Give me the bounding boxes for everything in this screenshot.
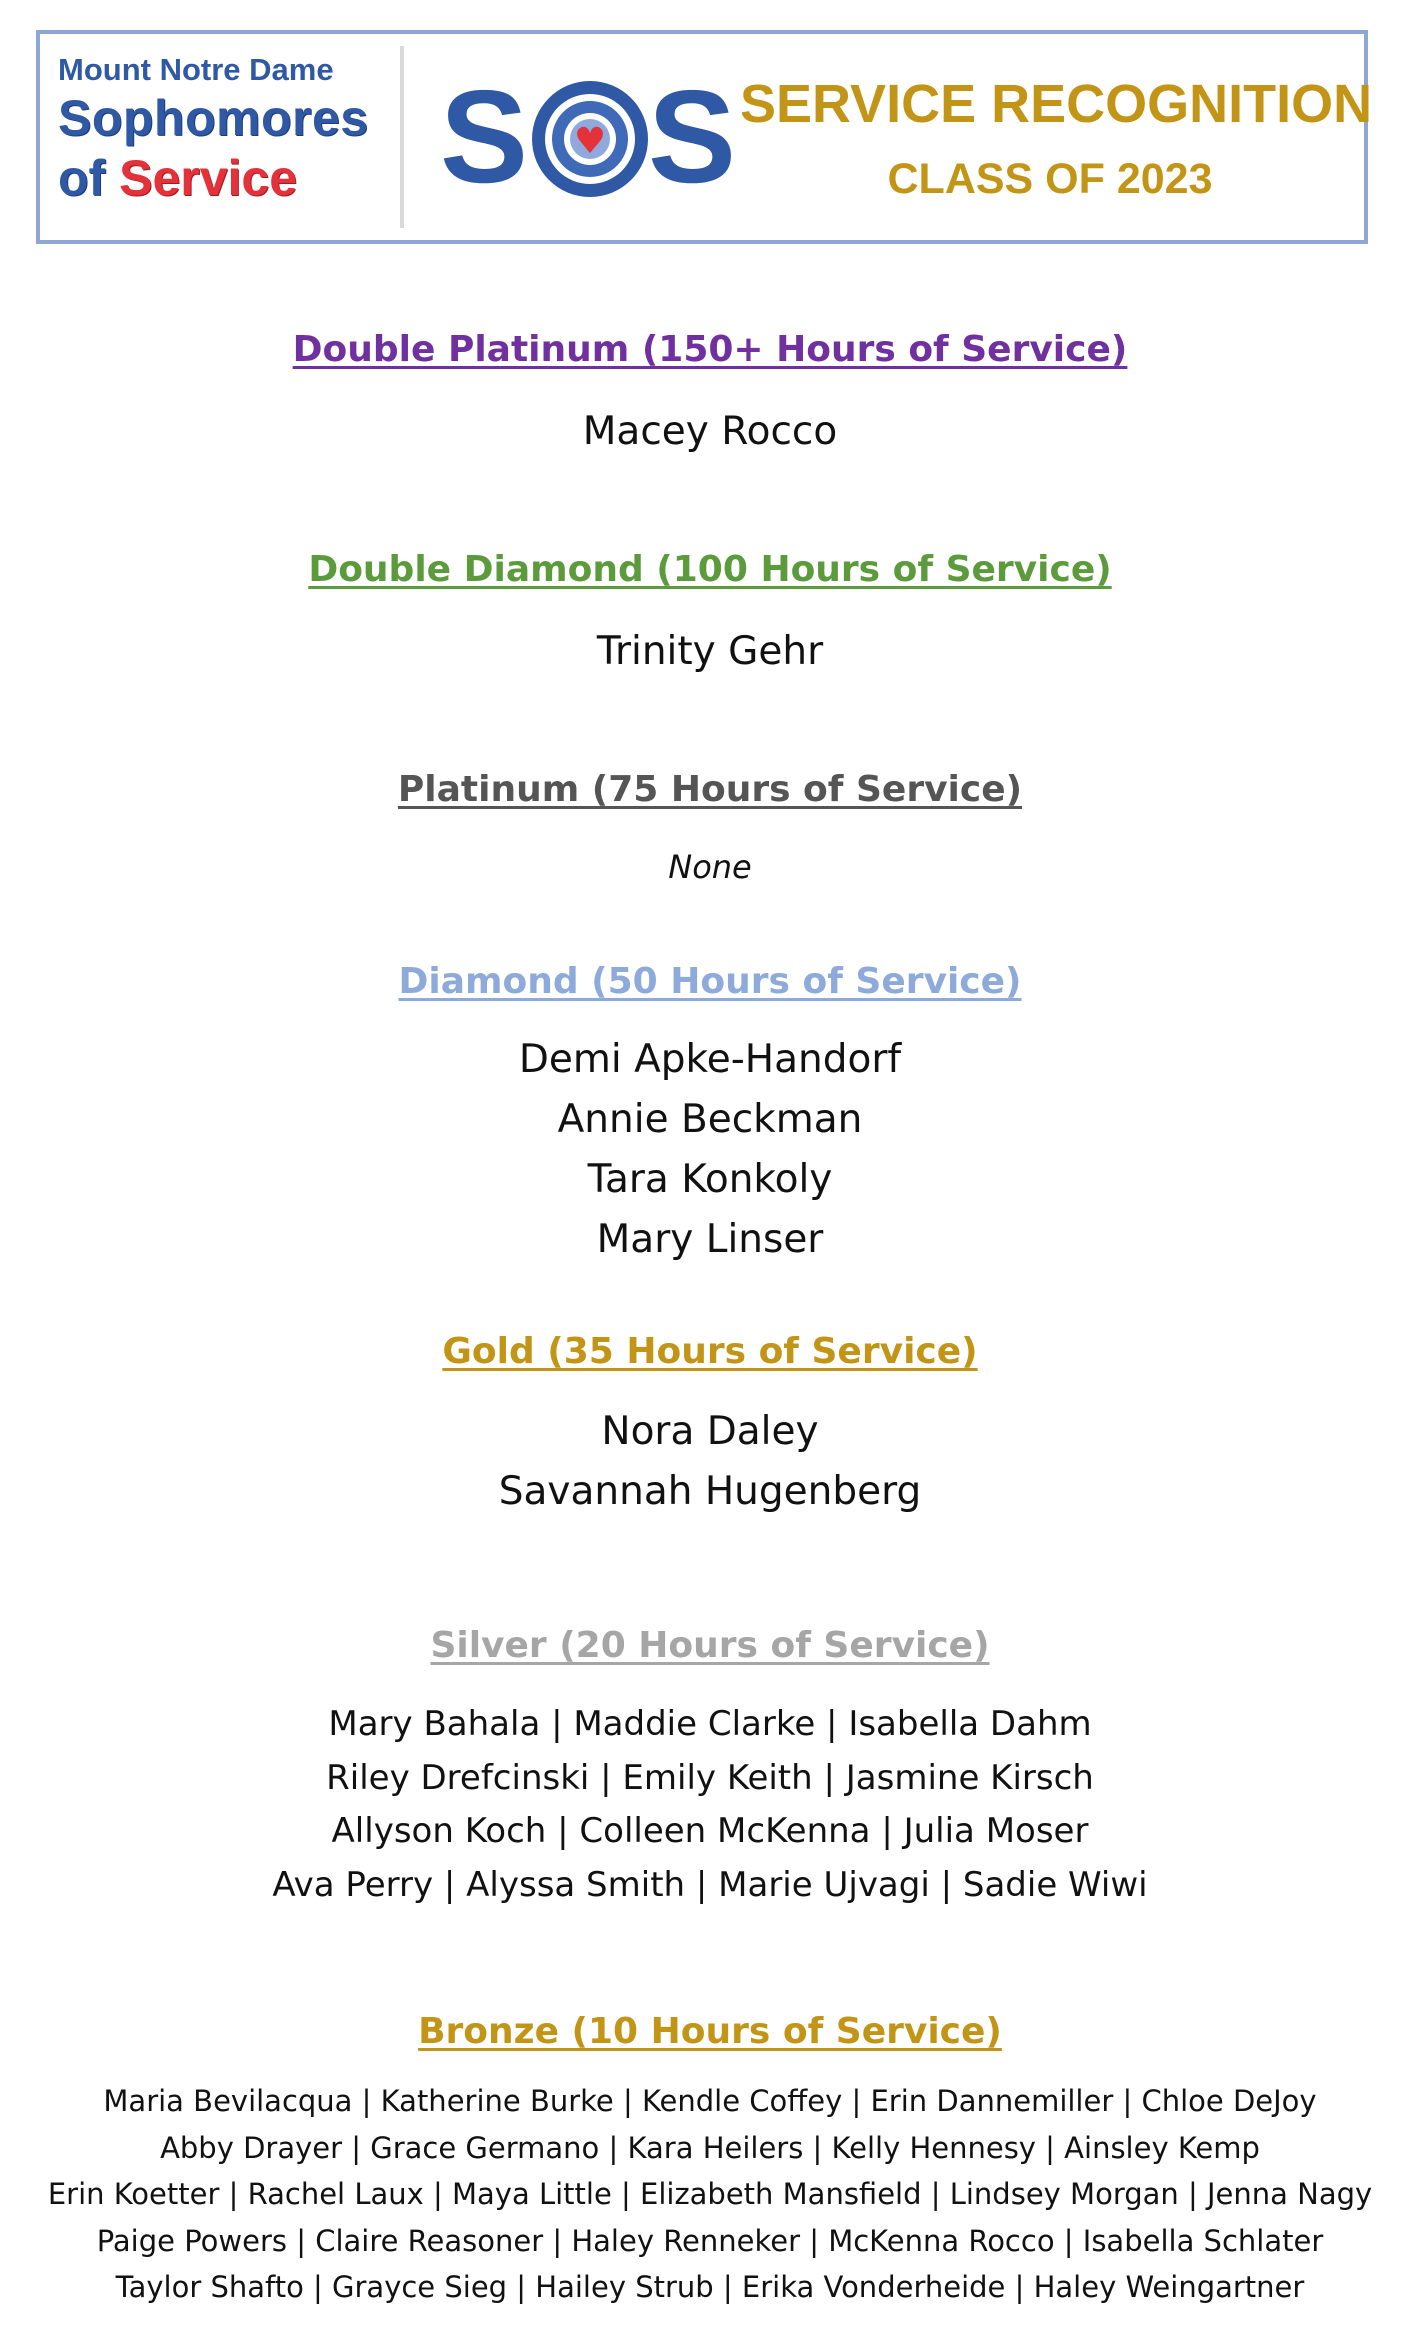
tier-heading-gold: Gold (35 Hours of Service) — [442, 1331, 978, 1372]
recipient-row: Taylor Shafto | Grayce Sieg | Hailey Strub | Erika Vonderheide | Haley Weingartner — [115, 2270, 1305, 2304]
page-title: SERVICE RECOGNITION — [740, 74, 1373, 134]
tier-names-diamond — [0, 1030, 1420, 1270]
no-recipients-text: None — [668, 848, 752, 886]
tier-names-gold — [0, 1402, 1420, 1522]
recipient-row: Mary Bahala | Maddie Clarke | Isabella Dahm — [328, 1704, 1092, 1744]
recipient-row: Allyson Koch | Colleen McKenna | Julia Moser — [331, 1811, 1089, 1851]
sos-logo-letter-left: S — [440, 64, 529, 210]
org-program-line2 — [58, 148, 418, 208]
page-subtitle: CLASS OF 2023 — [887, 155, 1213, 203]
tier-heading-bronze: Bronze (10 Hours of Service) — [418, 2011, 1002, 2052]
org-wordmark — [58, 52, 418, 208]
recipient-row: Mary Linser — [596, 1217, 824, 1262]
org-program-line1: Sophomores — [58, 90, 369, 146]
sos-logo-letter-right: S — [648, 64, 737, 210]
recipient-row: Abby Drayer | Grace Germano | Kara Heilers | Kelly Hennesy | Ainsley Kemp — [160, 2130, 1260, 2165]
recipient-row: Tara Konkoly — [587, 1157, 833, 1202]
sos-logo-heart-icon: ♥ — [573, 121, 607, 162]
org-name: Mount Notre Dame — [58, 52, 334, 87]
tier-heading-diamond: Diamond (50 Hours of Service) — [398, 961, 1022, 1002]
recipient-row: Riley Drefcinski | Emily Keith | Jasmine Kirsch — [326, 1757, 1094, 1798]
recipient-row: Annie Beckman — [557, 1097, 863, 1142]
org-program-of: of — [58, 150, 106, 206]
recipient-row: Paige Powers | Claire Reasoner | Haley Renneker | McKenna Rocco | Isabella Schlater — [96, 2223, 1324, 2258]
sos-logo — [440, 64, 740, 214]
recipient-row: Erin Koetter | Rachel Laux | Maya Little | Elizabeth Mansfield | Lindsey Morgan | Jenna Nagy — [47, 2177, 1373, 2211]
tier-names-silver — [0, 1698, 1420, 1912]
recipient-row: Maria Bevilacqua | Katherine Burke | Kendle Coffey | Erin Dannemiller | Chloe DeJoy — [103, 2084, 1317, 2118]
tier-heading-double-platinum: Double Platinum (150+ Hours of Service) — [292, 329, 1128, 370]
tier-heading-platinum: Platinum (75 Hours of Service) — [397, 769, 1023, 810]
tier-names-double-platinum — [0, 402, 1420, 462]
header-divider — [400, 46, 404, 228]
recipient-row: Ava Perry | Alyssa Smith | Marie Ujvagi | Sadie Wiwi — [272, 1864, 1148, 1905]
recipient-row: Savannah Hugenberg — [498, 1469, 922, 1514]
tier-names-platinum — [0, 844, 1420, 890]
recipient-row: Nora Daley — [601, 1409, 819, 1454]
tier-heading-silver: Silver (20 Hours of Service) — [430, 1625, 990, 1666]
tier-heading-double-diamond: Double Diamond (100 Hours of Service) — [308, 549, 1112, 590]
recipient-row: Demi Apke-Handorf — [518, 1037, 902, 1082]
org-program-service: Service — [119, 150, 298, 206]
recipient-row: Trinity Gehr — [596, 629, 824, 674]
tier-names-bronze — [0, 2078, 1420, 2311]
tier-names-double-diamond — [0, 622, 1420, 682]
recipient-row: Macey Rocco — [582, 409, 838, 454]
header-banner — [36, 30, 1373, 244]
